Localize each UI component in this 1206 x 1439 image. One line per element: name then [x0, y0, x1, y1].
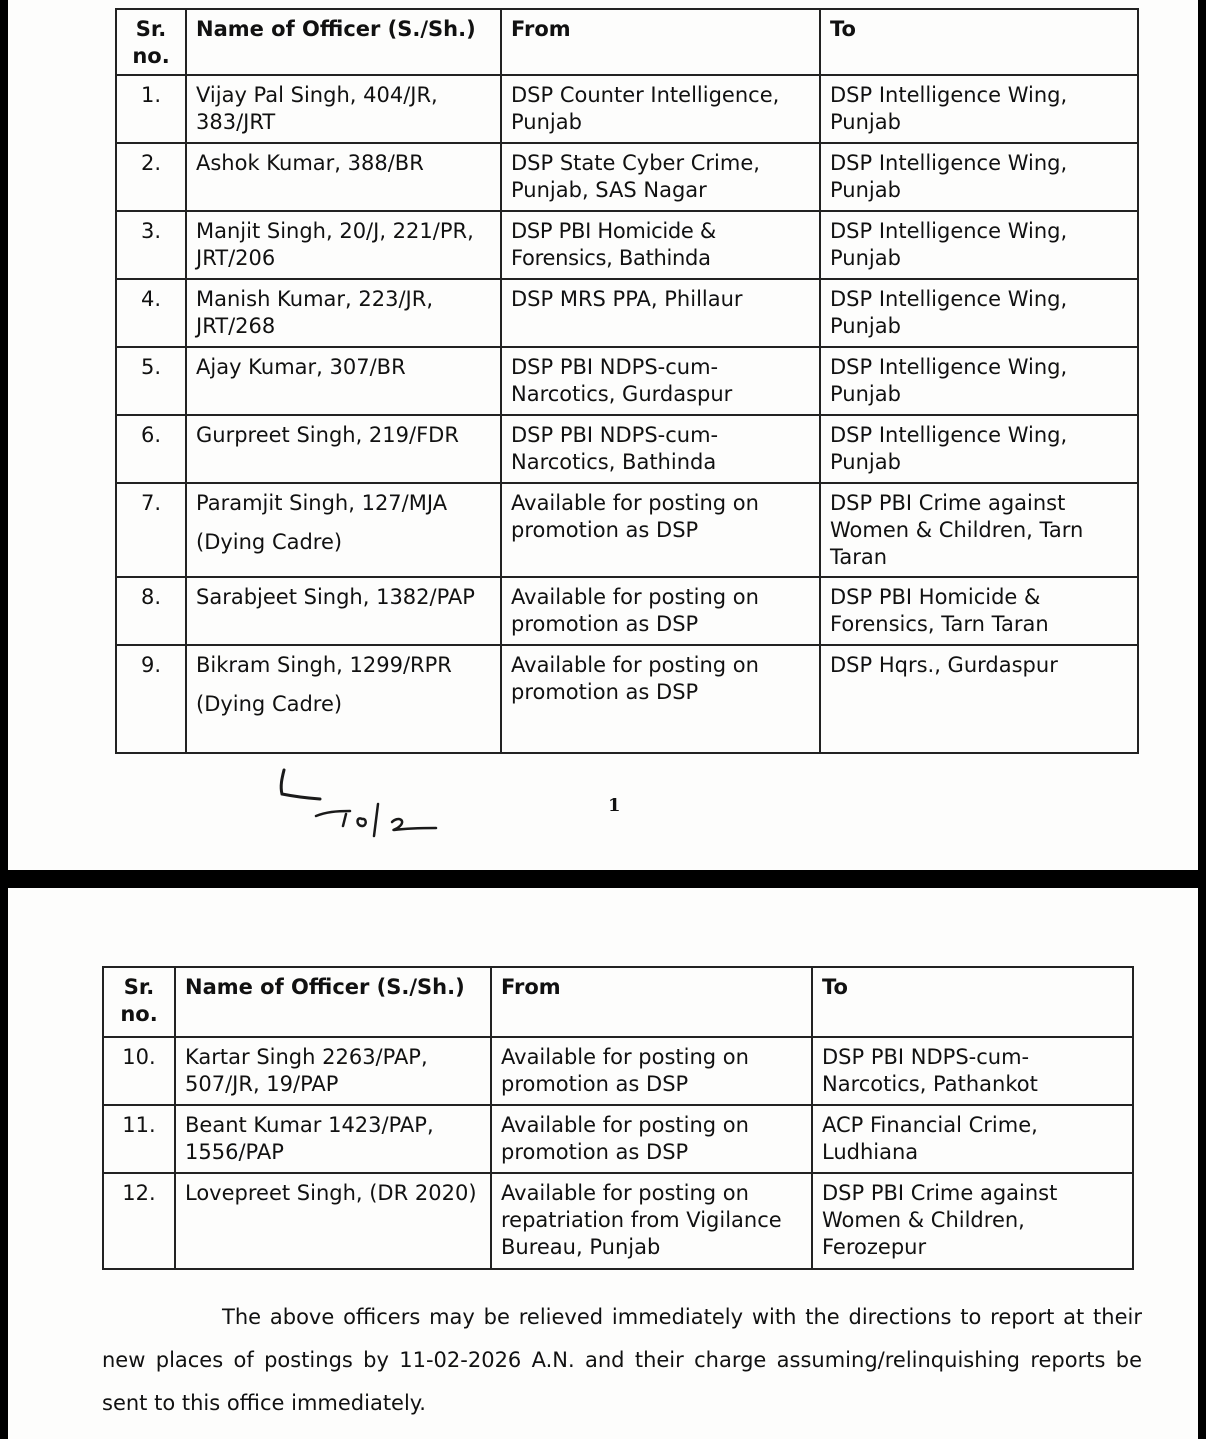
cell-to: DSP Intelligence Wing, Punjab — [820, 211, 1138, 279]
cell-from: Available for posting on promotion as DSP — [501, 645, 820, 753]
table-header-row — [116, 9, 1138, 75]
header-from: From — [491, 967, 812, 1037]
officer-note: (Dying Cadre) — [196, 530, 343, 554]
table-row — [116, 347, 1138, 415]
cell-to: DSP PBI Crime against Women & Children, Ferozepur — [812, 1173, 1133, 1269]
posting-table-page-2 — [102, 966, 1134, 1270]
cell-sr: 7. — [116, 483, 186, 577]
cell-to: DSP Intelligence Wing, Punjab — [820, 279, 1138, 347]
table-row — [103, 1037, 1133, 1105]
cell-from: Available for posting on promotion as DSP — [491, 1037, 812, 1105]
table-row — [116, 75, 1138, 143]
document-page-2 — [8, 888, 1198, 1439]
cell-name: Manish Kumar, 223/JR, JRT/268 — [186, 279, 501, 347]
officer-name: Paramjit Singh, 127/MJA — [196, 491, 448, 515]
page-number: 1 — [608, 795, 621, 816]
cell-to: DSP Intelligence Wing, Punjab — [820, 75, 1138, 143]
cell-name: Manjit Singh, 20/J, 221/PR, JRT/206 — [186, 211, 501, 279]
cell-from: DSP PBI NDPS-cum-Narcotics, Bathinda — [501, 415, 820, 483]
header-sr-no: Sr. no. — [103, 967, 175, 1037]
cell-name: Ashok Kumar, 388/BR — [186, 143, 501, 211]
header-to: To — [820, 9, 1138, 75]
officer-name: Bikram Singh, 1299/RPR — [196, 653, 452, 677]
table-row — [116, 483, 1138, 577]
posting-table-page-1 — [115, 8, 1139, 754]
officer-note: (Dying Cadre) — [196, 692, 343, 716]
cell-to: DSP Hqrs., Gurdaspur — [820, 645, 1138, 753]
cell-name — [186, 645, 501, 753]
table-row — [116, 415, 1138, 483]
cell-from: DSP MRS PPA, Phillaur — [501, 279, 820, 347]
cell-name — [186, 483, 501, 577]
cell-from: Available for posting on promotion as DSP — [501, 577, 820, 645]
cell-name: Ajay Kumar, 307/BR — [186, 347, 501, 415]
cell-sr: 12. — [103, 1173, 175, 1269]
cell-from: DSP State Cyber Crime, Punjab, SAS Nagar — [501, 143, 820, 211]
cell-to: DSP Intelligence Wing, Punjab — [820, 415, 1138, 483]
table-row — [116, 143, 1138, 211]
cell-from: Available for posting on repatriation from Vigilance Bureau, Punjab — [491, 1173, 812, 1269]
table-row — [116, 211, 1138, 279]
handwritten-signature — [270, 764, 440, 848]
cell-sr: 8. — [116, 577, 186, 645]
closing-paragraph — [102, 1296, 1142, 1425]
cell-sr: 5. — [116, 347, 186, 415]
cell-from: DSP PBI NDPS-cum-Narcotics, Gurdaspur — [501, 347, 820, 415]
cell-name: Beant Kumar 1423/PAP, 1556/PAP — [175, 1105, 491, 1173]
cell-to: DSP PBI Crime against Women & Children, Tarn Taran — [820, 483, 1138, 577]
cell-sr: 10. — [103, 1037, 175, 1105]
cell-name: Lovepreet Singh, (DR 2020) — [175, 1173, 491, 1269]
cell-sr: 2. — [116, 143, 186, 211]
cell-to: DSP Intelligence Wing, Punjab — [820, 143, 1138, 211]
document-page-1 — [8, 0, 1198, 870]
header-sr-no: Sr. no. — [116, 9, 186, 75]
table-row — [116, 279, 1138, 347]
cell-name: Gurpreet Singh, 219/FDR — [186, 415, 501, 483]
header-name-of-officer: Name of Officer (S./Sh.) — [175, 967, 491, 1037]
cell-to: ACP Financial Crime, Ludhiana — [812, 1105, 1133, 1173]
cell-to: DSP PBI NDPS-cum-Narcotics, Pathankot — [812, 1037, 1133, 1105]
cell-to: DSP Intelligence Wing, Punjab — [820, 347, 1138, 415]
table-row — [103, 1105, 1133, 1173]
cell-name: Kartar Singh 2263/PAP, 507/JR, 19/PAP — [175, 1037, 491, 1105]
table-row — [103, 1173, 1133, 1269]
cell-from: DSP PBI Homicide & Forensics, Bathinda — [501, 211, 820, 279]
cell-sr: 6. — [116, 415, 186, 483]
cell-sr: 9. — [116, 645, 186, 753]
cell-sr: 11. — [103, 1105, 175, 1173]
header-name-of-officer: Name of Officer (S./Sh.) — [186, 9, 501, 75]
table-row — [116, 645, 1138, 753]
table-row — [116, 577, 1138, 645]
cell-from: Available for posting on promotion as DSP — [501, 483, 820, 577]
header-from: From — [501, 9, 820, 75]
cell-name: Vijay Pal Singh, 404/JR, 383/JRT — [186, 75, 501, 143]
table-header-row — [103, 967, 1133, 1037]
cell-to: DSP PBI Homicide & Forensics, Tarn Taran — [820, 577, 1138, 645]
cell-sr: 4. — [116, 279, 186, 347]
cell-name: Sarabjeet Singh, 1382/PAP — [186, 577, 501, 645]
cell-from: DSP Counter Intelligence, Punjab — [501, 75, 820, 143]
header-to: To — [812, 967, 1133, 1037]
cell-sr: 1. — [116, 75, 186, 143]
cell-sr: 3. — [116, 211, 186, 279]
closing-paragraph-text: The above officers may be relieved immediately with the directions to report at their new places of postings by 11-02-2026 A.N. and their charge assuming/relinquishing reports be sent to this office immediately. — [102, 1305, 1142, 1415]
cell-from: Available for posting on promotion as DSP — [491, 1105, 812, 1173]
